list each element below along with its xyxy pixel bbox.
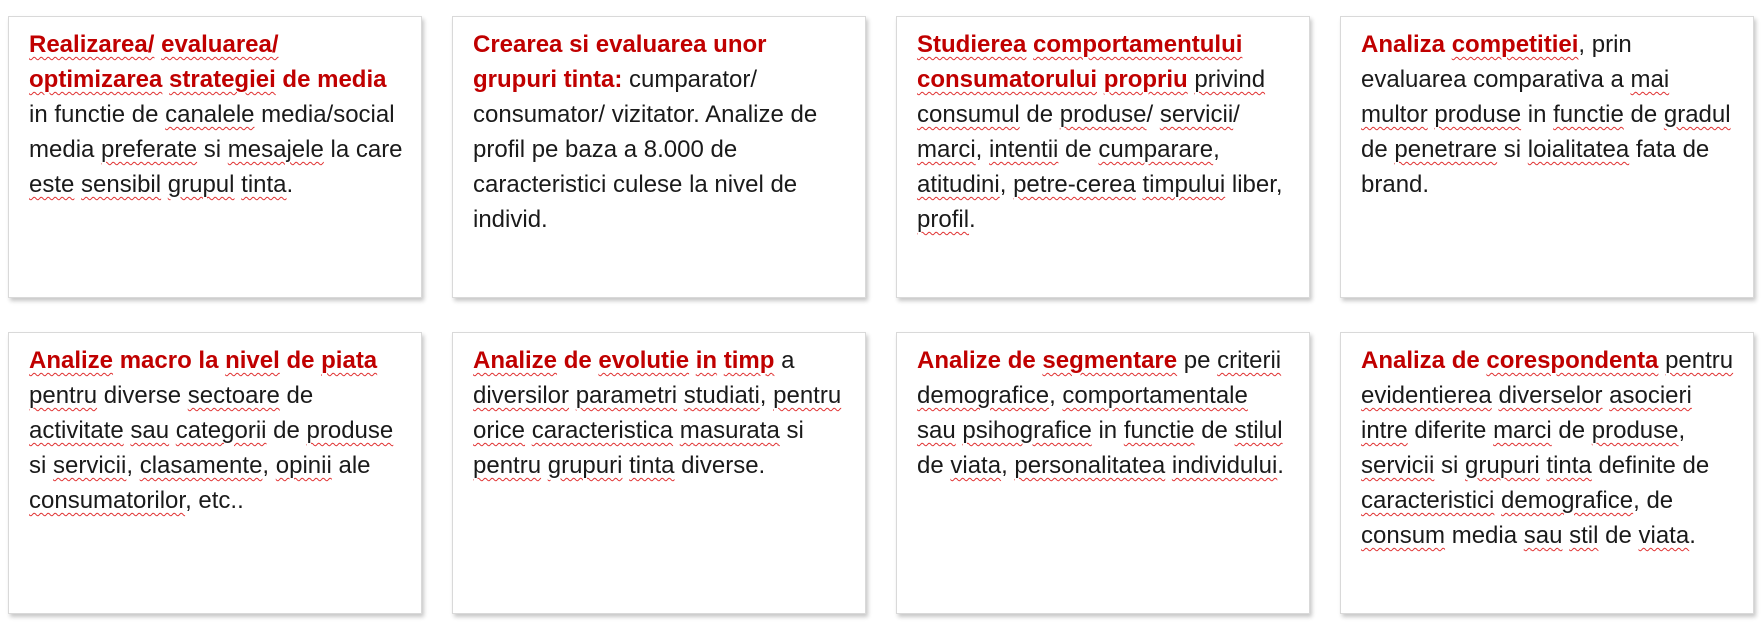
card-body-text: .: [969, 206, 976, 233]
card-highlight-text: Crearea si evaluarea unor grupuri tinta:: [473, 31, 767, 93]
card-body-text: de: [1058, 136, 1099, 163]
card-body-text: servicii: [53, 452, 127, 479]
card-body-text: de: [1623, 101, 1664, 128]
card-body-text: grupuri: [1465, 452, 1540, 479]
card-body-text: sau: [917, 417, 956, 444]
card-body-text: consumul: [917, 101, 1020, 128]
card-body-text: profil: [917, 206, 970, 233]
card-highlight-text: propriu: [1103, 66, 1188, 93]
card-body-text: definite de: [1591, 452, 1710, 479]
card-highlight-text: comportamentului: [1033, 31, 1243, 58]
card-body-text: activitate: [29, 417, 124, 444]
card-body-text: .: [1277, 452, 1284, 479]
card-body-text: opinii: [275, 452, 332, 479]
card-body-text: preferate: [101, 136, 198, 163]
card-body-text: , etc..: [185, 487, 244, 514]
card-highlight-text: Analiza: [1361, 31, 1446, 58]
card-body-text: ,: [999, 171, 1014, 198]
card-highlight-text: [1445, 31, 1452, 58]
card-body-text: de: [1551, 417, 1592, 444]
card-highlight-text: de: [557, 347, 599, 374]
card-body-text: [673, 417, 680, 444]
card-body-text: , prin evaluarea comparativa a: [1361, 31, 1632, 93]
card-analize-macro: [8, 332, 422, 614]
card-analiza-corespondenta: [1340, 332, 1754, 614]
card-body-text: gradul: [1663, 101, 1731, 128]
card-body-text: consumatorilor: [29, 487, 186, 514]
card-body-text: media/social media: [29, 101, 395, 163]
card-body-text: diverselor: [1498, 382, 1603, 409]
card-body-text: demografice: [917, 382, 1050, 409]
card-body-text: atitudini: [917, 171, 1000, 198]
card-body-text: penetrare: [1394, 136, 1498, 163]
card-body-text: produse: [1591, 417, 1679, 444]
card-body-text: personalitatea: [1014, 452, 1166, 479]
card-body-text: produse: [1059, 101, 1147, 128]
card-body-text: produse: [1434, 101, 1522, 128]
card-body-text: [161, 171, 168, 198]
card-body-text: /: [1146, 101, 1160, 128]
card-body-text: tinta: [241, 171, 287, 198]
card-highlight-text: Analize: [29, 347, 114, 374]
card-body-text: canalele: [165, 101, 255, 128]
card-highlight-text: Analiza de: [1361, 347, 1487, 374]
card-highlight-text: nivel: [225, 347, 280, 374]
card-body-text: ,: [1001, 452, 1015, 479]
card-body-text: .: [1689, 522, 1696, 549]
card-body-text: ,: [975, 136, 990, 163]
card-body-text: si: [1497, 136, 1528, 163]
card-body-text: pentru: [473, 452, 542, 479]
card-body-text: pe: [1177, 347, 1218, 374]
card-body-text: a: [774, 347, 795, 374]
card-body-text: individului: [1171, 452, 1278, 479]
card-body-text: este: [29, 171, 75, 198]
card-text: [917, 27, 1293, 237]
card-body-text: marci: [1493, 417, 1552, 444]
card-body-text: petre-cerea: [1013, 171, 1136, 198]
card-body-text: demografice: [1501, 487, 1634, 514]
card-body-text: masurata: [679, 417, 780, 444]
card-body-text: [1165, 452, 1172, 479]
card-body-text: produse: [306, 417, 394, 444]
card-highlight-text: segmentare: [1042, 347, 1178, 374]
card-body-text: si: [1434, 452, 1466, 479]
card-body-text: functie: [1553, 101, 1624, 128]
card-body-text: sau: [1523, 522, 1563, 549]
card-body-text: de: [917, 452, 951, 479]
card-body-text: functie: [1123, 417, 1195, 444]
card-body-text: loialitatea: [1527, 136, 1630, 163]
card-body-text: de: [266, 417, 307, 444]
card-highlight-text: in: [695, 347, 718, 374]
card-text: [917, 343, 1293, 483]
card-highlight-text: [717, 347, 724, 374]
card-body-text: /: [1233, 101, 1240, 128]
card-body-text: orice: [473, 417, 526, 444]
card-comportament-consumator: [896, 16, 1310, 298]
card-body-text: in functie de: [29, 101, 166, 128]
card-body-text: de: [1019, 101, 1060, 128]
card-body-text: pentru: [29, 382, 98, 409]
card-highlight-text: competitiei: [1451, 31, 1579, 58]
card-body-text: si: [779, 417, 804, 444]
card-text: [473, 343, 849, 483]
card-body-text: servicii: [1361, 452, 1435, 479]
card-body-text: timpului: [1142, 171, 1226, 198]
card-highlight-text: optimizarea: [29, 66, 163, 93]
card-body-text: evidentierea: [1361, 382, 1492, 409]
card-body-text: cumparare: [1098, 136, 1214, 163]
card-body-text: diverse.: [674, 452, 766, 479]
card-body-text: [569, 382, 576, 409]
card-body-text: diversilor: [473, 382, 570, 409]
card-body-text: intre: [1361, 417, 1408, 444]
card-highlight-text: [1097, 66, 1104, 93]
card-body-text: diferite: [1407, 417, 1494, 444]
card-body-text: pentru: [1665, 347, 1734, 374]
card-text: [29, 343, 405, 518]
card-highlight-text: media: [317, 66, 387, 93]
card-body-text: cumparator/ consumator/ vizitator. Analize de profil pe baza a 8.000 de caracteristici culese la nivel de individ.: [473, 66, 818, 233]
card-body-text: psihografice: [962, 417, 1092, 444]
card-body-text: grupul: [167, 171, 235, 198]
card-body-text: [541, 452, 548, 479]
card-body-text: sensibil: [81, 171, 162, 198]
card-highlight-text: de: [275, 66, 318, 93]
card-highlight-text: evolutie: [598, 347, 690, 374]
card-body-text: parametri: [575, 382, 678, 409]
card-body-text: caracteristici: [1361, 487, 1495, 514]
card-body-text: privind: [1194, 66, 1266, 93]
card-body-text: multor: [1361, 101, 1428, 128]
card-body-text: de: [1361, 136, 1395, 163]
card-highlight-text: Analize de: [917, 347, 1043, 374]
card-body-text: ,: [262, 452, 276, 479]
card-body-text: [525, 417, 532, 444]
card-highlight-text: strategiei: [169, 66, 276, 93]
card-body-text: in: [1091, 417, 1124, 444]
card-highlight-text: evaluarea/: [161, 31, 279, 58]
card-body-text: studiati: [683, 382, 760, 409]
card-body-text: fata de brand.: [1361, 136, 1710, 198]
card-body-text: caracteristica: [531, 417, 674, 444]
card-strategie-media: [8, 16, 422, 298]
card-body-text: categorii: [175, 417, 267, 444]
card-body-text: consum: [1361, 522, 1446, 549]
card-highlight-text: Realizarea/: [29, 31, 155, 58]
card-body-text: ale: [331, 452, 371, 479]
card-highlight-text: piata: [321, 347, 378, 374]
card-body-text: ,: [1678, 417, 1686, 444]
card-body-text: viata: [950, 452, 1002, 479]
card-highlight-text: timp: [723, 347, 775, 374]
card-body-text: de: [1194, 417, 1235, 444]
card-body-text: ,: [126, 452, 140, 479]
card-body-text: stil: [1569, 522, 1599, 549]
card-body-text: si: [29, 452, 53, 479]
card-grupuri-tinta: [452, 16, 866, 298]
card-body-text: [169, 417, 176, 444]
card-body-text: liber,: [1225, 171, 1283, 198]
card-highlight-text: [689, 347, 696, 374]
card-body-text: in: [1521, 101, 1554, 128]
card-body-text: clasamente: [139, 452, 263, 479]
card-highlight-text: corespondenta: [1486, 347, 1659, 374]
card-body-text: comportamentale: [1062, 382, 1248, 409]
card-text: [1361, 27, 1737, 202]
card-body-text: marci: [917, 136, 976, 163]
card-body-text: sectoare: [187, 382, 280, 409]
card-body-text: ,: [1049, 382, 1063, 409]
card-body-text: tinta: [1546, 452, 1592, 479]
card-body-text: servicii: [1159, 101, 1234, 128]
card-body-text: stilul: [1234, 417, 1283, 444]
card-body-text: media: [1445, 522, 1524, 549]
card-body-text: de: [279, 382, 314, 409]
card-body-text: ,: [759, 382, 774, 409]
card-body-text: ,: [1213, 136, 1220, 163]
card-highlight-text: consumatorului: [917, 66, 1098, 93]
card-body-text: [677, 382, 684, 409]
card-body-text: pentru: [773, 382, 842, 409]
card-text: [473, 27, 849, 237]
card-analiza-competitiei: [1340, 16, 1754, 298]
card-body-text: .: [286, 171, 294, 198]
card-analize-segmentare: [896, 332, 1310, 614]
card-grid: [8, 16, 1756, 616]
card-body-text: tinta: [629, 452, 675, 479]
card-body-text: mesajele: [227, 136, 324, 163]
card-text: [29, 27, 405, 202]
card-body-text: , de: [1633, 487, 1674, 514]
card-highlight-text: macro la: [113, 347, 226, 374]
card-body-text: grupuri: [547, 452, 623, 479]
card-body-text: la care: [323, 136, 403, 163]
card-body-text: de: [1598, 522, 1639, 549]
card-highlight-text: Studierea: [917, 31, 1027, 58]
card-body-text: asocieri: [1609, 382, 1692, 409]
card-body-text: viata: [1638, 522, 1690, 549]
card-body-text: criterii: [1217, 347, 1282, 374]
card-analize-evolutie: [452, 332, 866, 614]
card-text: [1361, 343, 1737, 553]
card-body-text: mai: [1630, 66, 1670, 93]
card-body-text: si: [197, 136, 228, 163]
card-body-text: intentii: [989, 136, 1059, 163]
card-highlight-text: Analize: [473, 347, 558, 374]
card-body-text: diverse: [97, 382, 188, 409]
card-body-text: sau: [130, 417, 170, 444]
card-highlight-text: de: [279, 347, 322, 374]
